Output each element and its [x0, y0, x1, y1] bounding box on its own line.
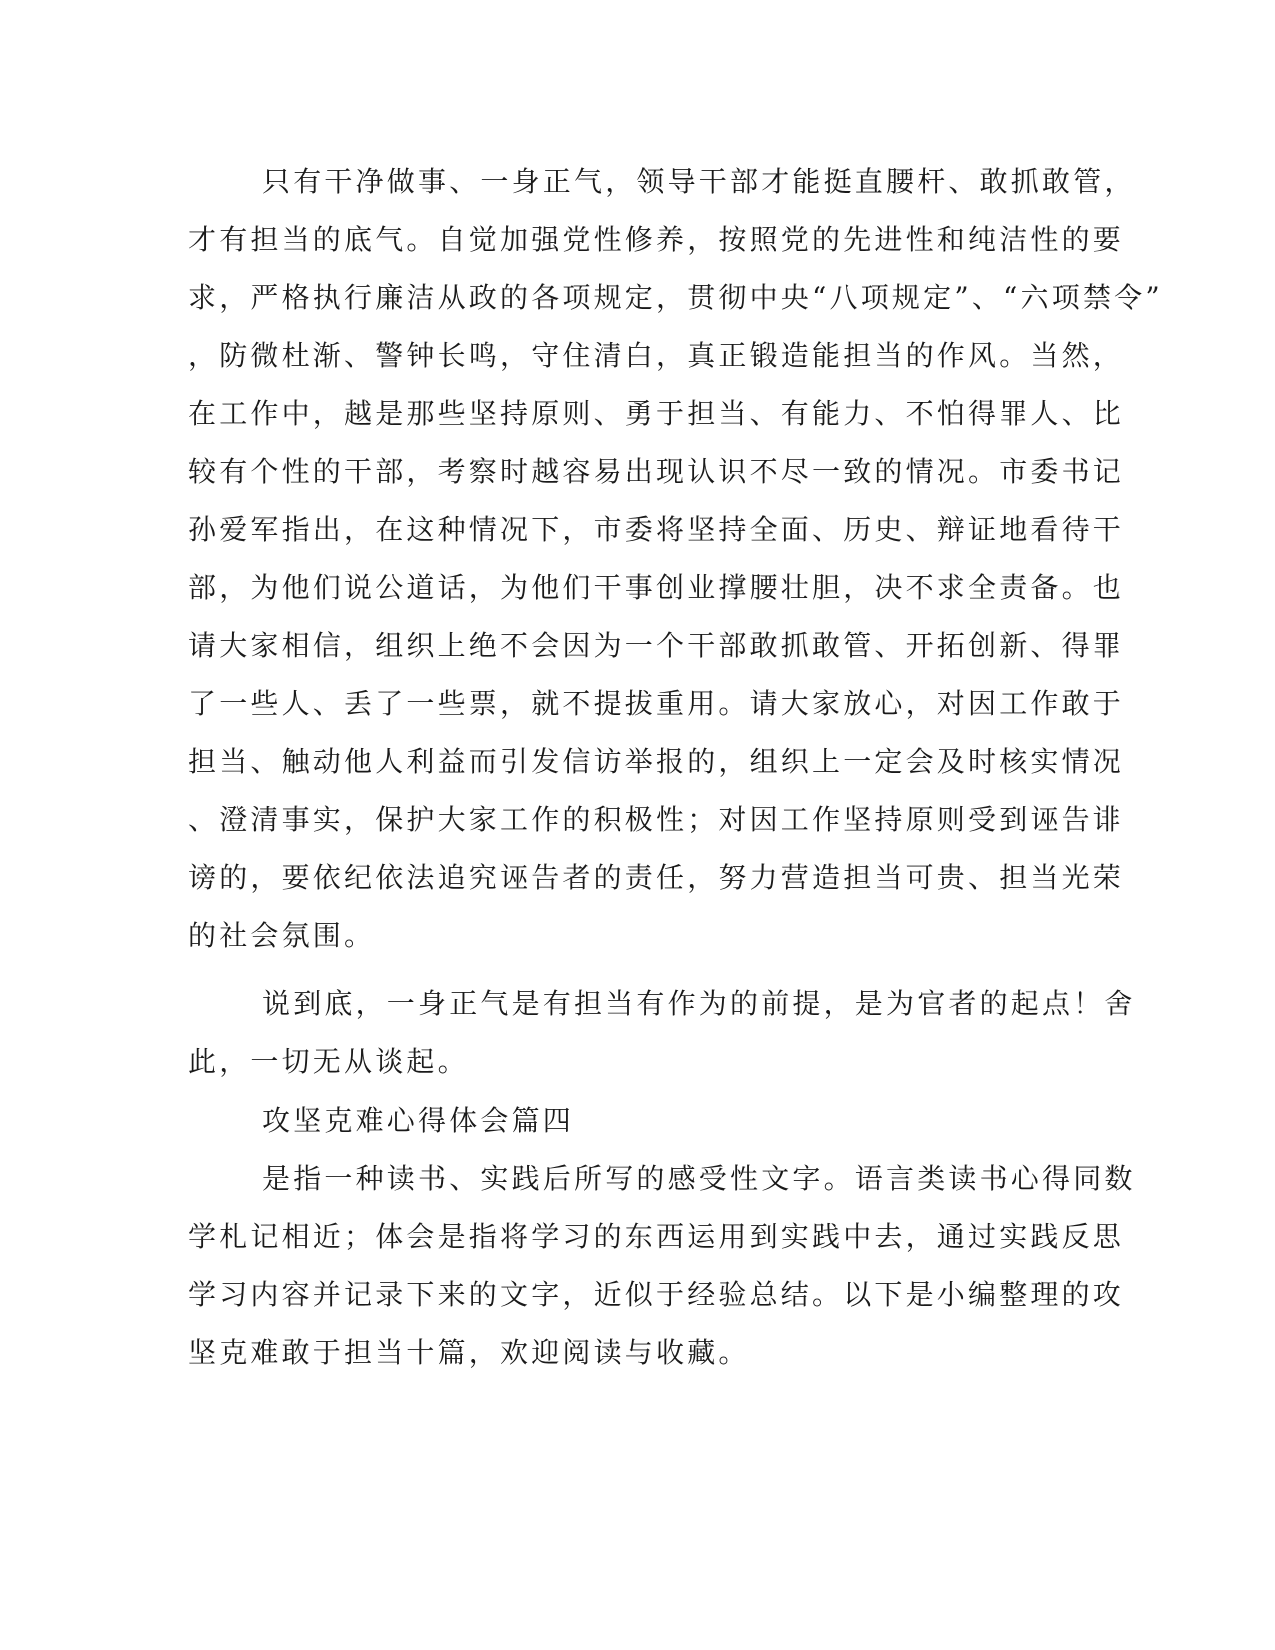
- paragraph-1-line-13: 谤的，要依纪依法追究诬告者的责任，努力营造担当可贵、担当光荣: [188, 861, 1125, 894]
- paragraph-3-line-2: 学札记相近；体会是指将学习的东西运用到实践中去，通过实践反思: [188, 1220, 1125, 1253]
- paragraph-3-line-4: 坚克难敢于担当十篇，欢迎阅读与收藏。: [188, 1336, 750, 1369]
- paragraph-1-line-11: 担当、触动他人利益而引发信访举报的，组织上一定会及时核实情况: [188, 745, 1125, 778]
- section-heading: 攻坚克难心得体会篇四: [262, 1104, 575, 1137]
- paragraph-1-line-9: 请大家相信，组织上绝不会因为一个干部敢抓敢管、开拓创新、得罪: [188, 629, 1125, 662]
- paragraph-3-line-3: 学习内容并记录下来的文字，近似于经验总结。以下是小编整理的攻: [188, 1278, 1125, 1311]
- paragraph-1-line-3: 求，严格执行廉洁从政的各项规定，贯彻中央“八项规定”、“六项禁令”: [188, 281, 1163, 314]
- paragraph-2-line-1: 说到底，一身正气是有担当有作为的前提，是为官者的起点！舍: [262, 987, 1136, 1020]
- paragraph-1-line-2: 才有担当的底气。自觉加强党性修养，按照党的先进性和纯洁性的要: [188, 223, 1125, 256]
- paragraph-3-line-1: 是指一种读书、实践后所写的感受性文字。语言类读书心得同数: [262, 1162, 1136, 1195]
- paragraph-1-line-5: 在工作中，越是那些坚持原则、勇于担当、有能力、不怕得罪人、比: [188, 397, 1125, 430]
- paragraph-2-line-2: 此，一切无从谈起。: [188, 1045, 469, 1078]
- paragraph-1-line-6: 较有个性的干部，考察时越容易出现认识不尽一致的情况。市委书记: [188, 455, 1125, 488]
- paragraph-1-line-14: 的社会氛围。: [188, 919, 376, 952]
- paragraph-1-line-8: 部，为他们说公道话，为他们干事创业撑腰壮胆，决不求全责备。也: [188, 571, 1125, 604]
- paragraph-1-line-12: 、澄清事实，保护大家工作的积极性；对因工作坚持原则受到诬告诽: [188, 803, 1125, 836]
- paragraph-1-line-10: 了一些人、丢了一些票，就不提拔重用。请大家放心，对因工作敢于: [188, 687, 1125, 720]
- paragraph-1-line-1: 只有干净做事、一身正气，领导干部才能挺直腰杆、敢抓敢管，: [262, 165, 1136, 198]
- paragraph-1-line-4: ，防微杜渐、警钟长鸣，守住清白，真正锻造能担当的作风。当然，: [188, 339, 1125, 372]
- paragraph-1-line-7: 孙爱军指出，在这种情况下，市委将坚持全面、历史、辩证地看待干: [188, 513, 1125, 546]
